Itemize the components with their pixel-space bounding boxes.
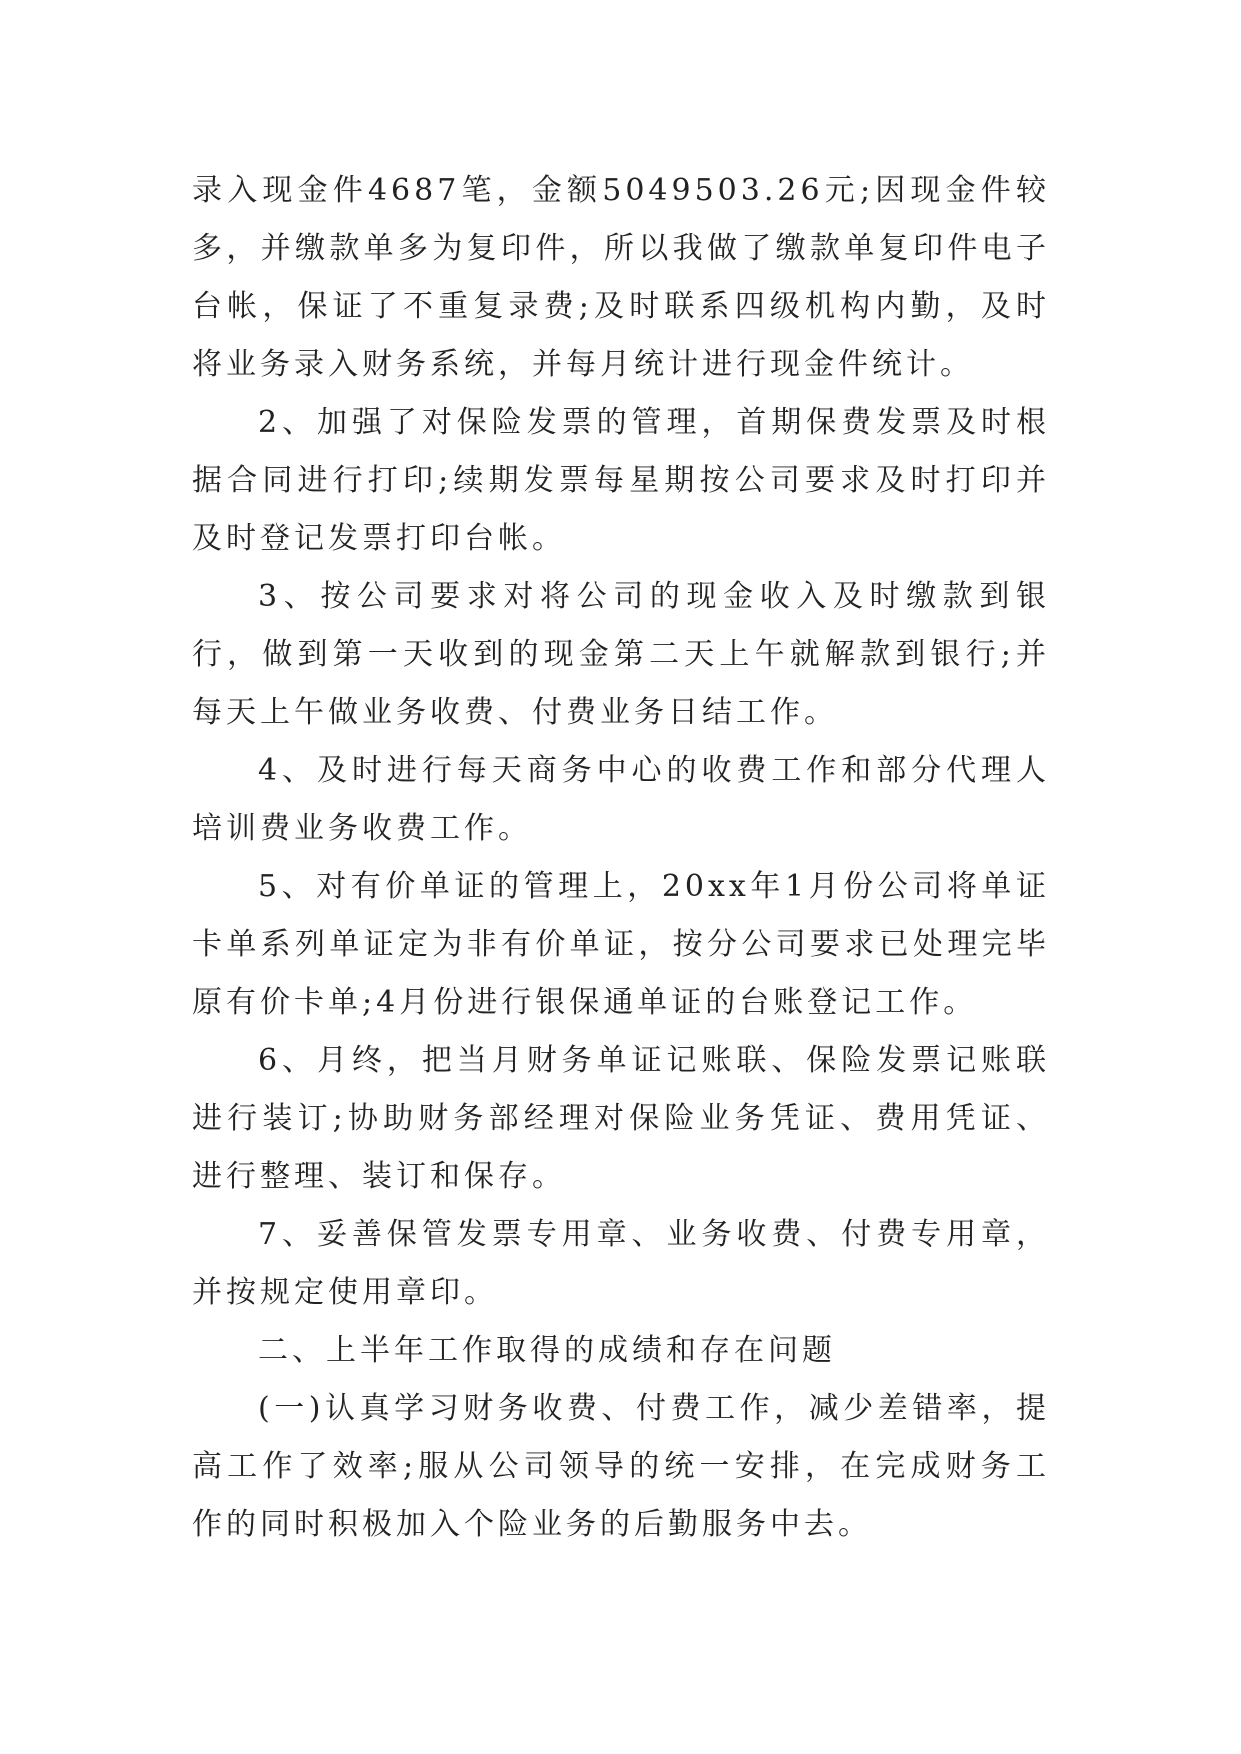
document-body: [192, 162, 1050, 1554]
paragraph-item-7: 7、妥善保管发票专用章、业务收费、付费专用章，并按规定使用章印。: [192, 1217, 1050, 1310]
paragraph-item-2: 2、加强了对保险发票的管理，首期保费发票及时根据合同进行打印;续期发票每星期按公司要求及时打印并及时登记发票打印台帐。: [192, 405, 1050, 556]
paragraph-item-3: 3、按公司要求对将公司的现金收入及时缴款到银行，做到第一天收到的现金第二天上午就解款到银行;并每天上午做业务收费、付费业务日结工作。: [192, 579, 1050, 730]
paragraph-cash-entries: 录入现金件4687笔，金额5049503.26元;因现金件较多，并缴款单多为复印件，所以我做了缴款单复印件电子台帐，保证了不重复录费;及时联系四级机构内勤，及时将业务录入财务系统，并每月统计进行现金件统计。: [192, 173, 1050, 382]
paragraph-item-4: 4、及时进行每天商务中心的收费工作和部分代理人培训费业务收费工作。: [192, 753, 1050, 846]
paragraph-item-6: 6、月终，把当月财务单证记账联、保险发票记账联进行装订;协助财务部经理对保险业务凭证、费用凭证、进行整理、装订和保存。: [192, 1043, 1050, 1194]
section-heading-2: 二、上半年工作取得的成绩和存在问题: [258, 1333, 836, 1368]
paragraph-item-5: 5、对有价单证的管理上，20xx年1月份公司将单证卡单系列单证定为非有价单证，按分公司要求已处理完毕原有价卡单;4月份进行银保通单证的台账登记工作。: [192, 869, 1050, 1020]
paragraph-subsection-1: (一)认真学习财务收费、付费工作，减少差错率，提高工作了效率;服从公司领导的统一安排，在完成财务工作的同时积极加入个险业务的后勤服务中去。: [192, 1391, 1050, 1542]
